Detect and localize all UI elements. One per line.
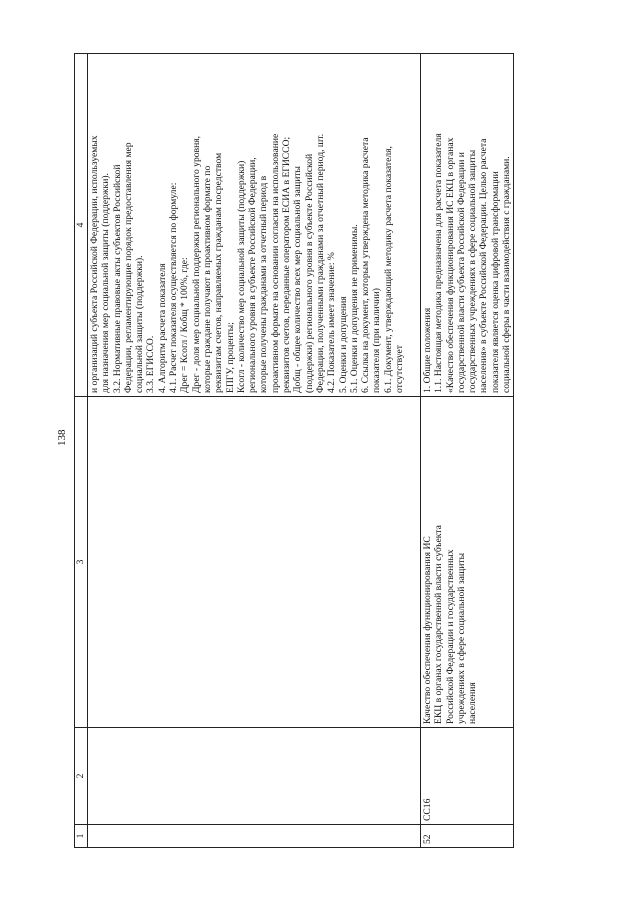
text-line: реквизитам счетов, направляемых гражданам посредством <box>213 152 225 393</box>
text-line: показателя является оценка цифровой трансформации <box>489 171 501 393</box>
text-line: и организаций субъекта Российской Федерации, используемых <box>89 135 100 393</box>
text-line: для назначения мер социальной защиты (поддержки). <box>100 173 112 393</box>
text-line: населения <box>467 682 479 724</box>
text-line: которые получены гражданами за отчетный период в <box>258 175 270 393</box>
text-line: 5. Оценки и допущения <box>337 296 349 393</box>
text-line: Дрег - доля мер социальной поддержки регионального уровня, <box>190 135 202 393</box>
indicator-name-cell <box>421 397 514 728</box>
text-line: 3.2. Нормативные правовые акты субъектов Российской <box>111 164 123 393</box>
indicator-code: СС16 <box>421 728 514 825</box>
text-line: Дрег = Ксогл / Кобщ * 100%, где: <box>179 257 191 393</box>
text-line: отсутствует <box>394 345 406 393</box>
text-line: регионального уровня в субъекте Российской Федерации, <box>247 157 259 393</box>
text-line: социальной защиты (поддержки). <box>134 255 146 393</box>
text-line: (поддержки) регионального уровня в субъекте Российской <box>303 153 315 393</box>
text-line: социальной сферы в части взаимодействия с гражданами. <box>501 156 513 393</box>
text-line: государственной власти субъекта Российской Федерации и <box>455 152 467 393</box>
methodology-cell <box>88 54 421 397</box>
text-line: Федерации, полученными гражданами за отчетный период, шт. <box>314 133 326 393</box>
text-line: проактивном формате на основании согласия на использование <box>269 133 281 393</box>
text-line: населения» в субъекте Российской Федерации. Целью расчета <box>478 138 490 393</box>
text-line: Ксогл - количество мер социальной защиты (поддержки) <box>235 160 247 393</box>
text-line: реквизитов счетов, переданные оператором ЕСИА в ЕГИССО; <box>281 136 293 393</box>
table-header-row <box>75 54 88 848</box>
header-col-3: 3 <box>75 397 88 728</box>
text-line: показателя (при наличии) <box>371 288 383 393</box>
text-line: 1.1. Настоящая методика предназначена для расчета показателя <box>433 133 445 393</box>
text-line: 4.2. Показатель имеет значение: % <box>326 252 338 393</box>
text-line: 6. Ссылка на документ, которым утверждена методика расчета <box>360 137 372 393</box>
text-line: Добщ - общее количество всех мер социальной защиты <box>292 166 304 393</box>
text-line: 6.1. Документ, утверждающий методику расчета показателя, <box>382 146 394 393</box>
table-row-52 <box>421 54 514 848</box>
cell-empty <box>88 397 421 728</box>
text-line: 5.1. Оценки и допущения не применимы. <box>348 224 360 393</box>
table-row-continued <box>88 54 421 848</box>
header-col-2: 2 <box>75 728 88 825</box>
cell-empty <box>88 728 421 825</box>
row-number: 52 <box>421 825 514 848</box>
text-line: 4.1. Расчет показателя осуществляется по формуле: <box>168 182 180 393</box>
text-line: Российской Федерации и государственных <box>444 549 456 724</box>
text-line: 4. Алгоритм расчета показателя <box>156 263 168 393</box>
text-line: ЕКЦ в органах государственной власти субъекта <box>433 525 445 724</box>
text-line: учреждениях в сфере социальной защиты <box>455 552 467 724</box>
header-col-1: 1 <box>75 825 88 848</box>
text-line: 3.3. ЕГИССО. <box>145 335 157 393</box>
text-line: 1. Общие положения <box>422 307 433 393</box>
page-number: 138 <box>56 429 68 446</box>
methodology-table <box>74 58 512 848</box>
cell-empty <box>88 825 421 848</box>
text-line: Качество обеспечения функционирования ИС <box>422 536 433 724</box>
text-line: которые граждане получают в проактивном формате по <box>201 165 213 393</box>
text-line: Федерации, регламентирующие порядок предоставления мер <box>122 142 134 393</box>
methodology-cell <box>421 54 514 397</box>
text-line: ЕПГУ, проценты; <box>224 322 236 393</box>
text-line: «Качество обеспечения функционирования ИС ЕКЦ в органах <box>444 137 456 393</box>
header-col-4: 4 <box>75 54 88 397</box>
text-line: государственных учреждениях в сфере социальной защиты <box>467 149 479 393</box>
